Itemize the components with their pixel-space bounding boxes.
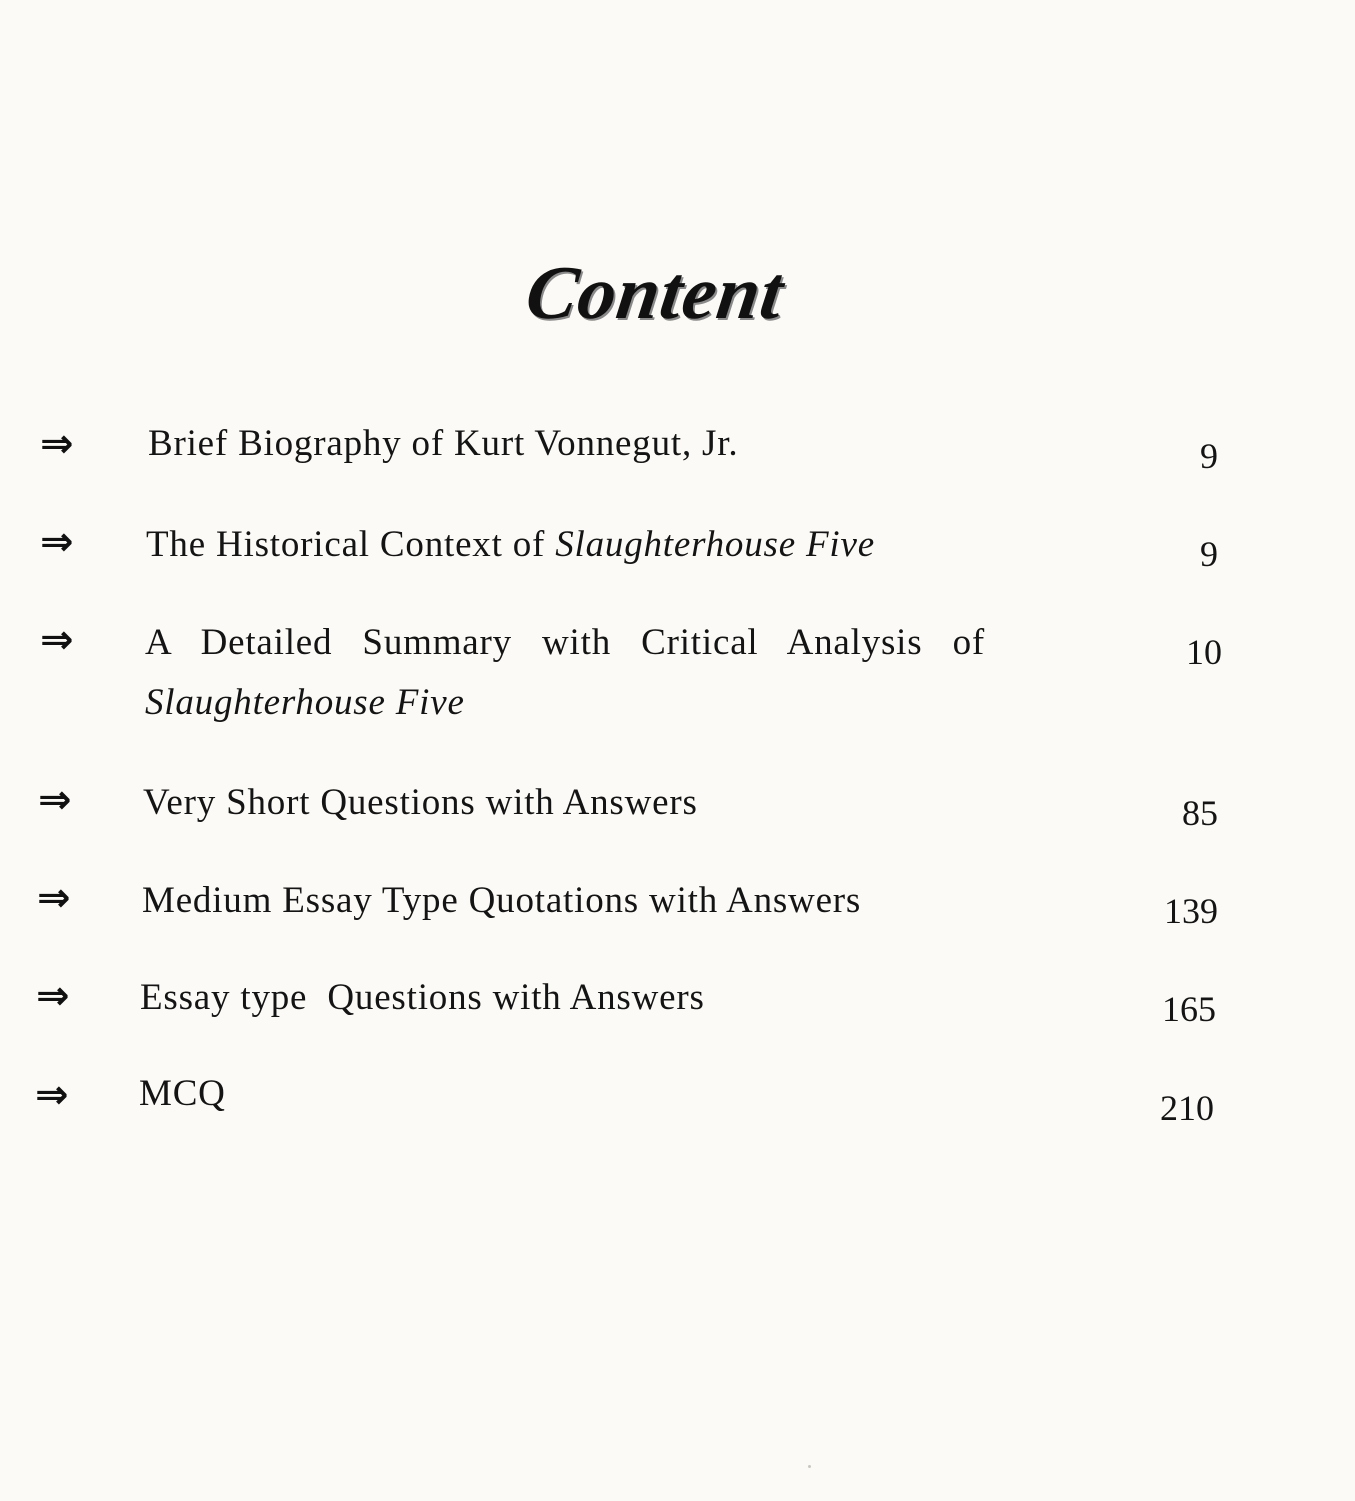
toc-entry-title: The Historical Context of Slaughterhouse Five: [146, 524, 875, 565]
toc-page-number: 10: [1186, 632, 1222, 672]
arrow-icon: ⇒: [40, 421, 74, 467]
print-speck: [808, 1465, 811, 1468]
toc-page-number: 139: [1164, 891, 1218, 931]
arrow-icon: ⇒: [40, 519, 74, 565]
toc-page-number: 85: [1182, 793, 1218, 833]
arrow-icon: ⇒: [40, 617, 74, 663]
toc-page-number: 9: [1200, 534, 1218, 574]
arrow-icon: ⇒: [37, 875, 71, 921]
toc-entry-title: Medium Essay Type Quotations with Answers: [142, 880, 862, 921]
arrow-icon: ⇒: [35, 1072, 69, 1118]
toc-entry-title: Very Short Questions with Answers: [143, 782, 698, 823]
toc-entry-title: A Detailed Summary with Critical Analysis of Slaughterhouse Five: [145, 622, 985, 723]
book-title-italic: Slaughterhouse Five: [555, 524, 875, 565]
toc-page-number: 9: [1200, 436, 1218, 476]
toc-entry-title: Brief Biography of Kurt Vonnegut, Jr.: [148, 423, 739, 464]
toc-entry-title: MCQ: [139, 1073, 226, 1114]
toc-page-number: 210: [1160, 1088, 1214, 1128]
arrow-icon: ⇒: [36, 973, 70, 1019]
arrow-icon: ⇒: [38, 777, 72, 823]
page-title: Content: [521, 251, 790, 335]
book-title-italic: Slaughterhouse Five: [145, 682, 465, 723]
toc-entry-title: Essay type Questions with Answers: [140, 977, 705, 1018]
toc-page-number: 165: [1162, 989, 1216, 1029]
